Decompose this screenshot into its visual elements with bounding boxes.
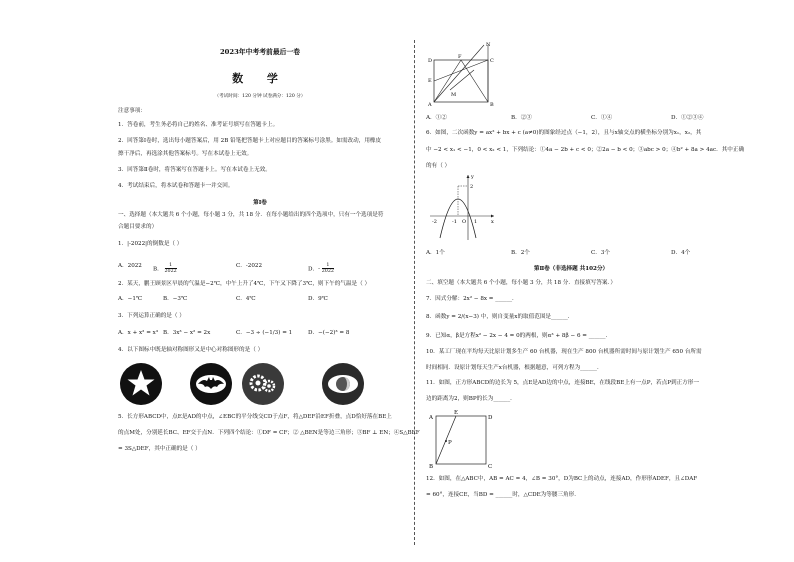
fig6-label: x [491,219,494,225]
q1-option-a: A．2022 [118,263,142,269]
fig6-label: -1 [452,219,457,225]
q5-option-a: A．①② [426,115,447,121]
q12-line: = 60°，连接CE，当BD = ______时，△CDE为等腰三角形． [426,492,580,498]
q2-stem: 2．某天，鹏王顾景区早晨的气温是−2℃，中午上升了4℃，下午又下降了3℃，则下午的气温是（ ） [118,281,371,287]
bat-icon [190,363,232,405]
q1-b-label: B． [153,266,163,273]
fig11-label: C [488,464,493,470]
gears-icon [242,363,284,405]
part2-heading: 第Ⅱ卷（非选择题 共102分） [533,266,609,272]
fig6-label: -2 [432,219,437,225]
fig5-label: A [428,102,432,108]
q1-d-label: D．- [308,266,320,273]
figure-q6-parabola [428,172,498,242]
note-item: 1．答卷前，考生务必将自己的姓名、准考证号填写在答题卡上。 [118,122,279,128]
q2-option-c: C．4℃ [236,296,256,302]
q1-option-d [308,263,334,275]
figure-q5 [426,40,496,108]
part1-instruction: 一、选择题（本大题共 6 个小题，每小题 3 分，共 18 分．在每小题给出的四个选项中，只有一个选项是符 [118,212,384,218]
q8: 8．函数y = 2/(x−3) 中，则自变量x的取值范围是______． [426,314,574,320]
fig6-label: 1 [474,219,478,225]
fig5-label: M [451,92,457,98]
column-divider [414,40,415,545]
fig11-square [436,416,486,464]
fig11-label: P [448,440,452,446]
fig6-label: y [471,174,474,180]
fig5-label: N [486,42,491,48]
right-column [426,0,745,562]
fig11-label: B [429,464,434,470]
q1-b-fraction [165,263,177,275]
q6-option-d: D．4个 [671,250,691,256]
q5-line: 的点M处，分别延长BC、EF交于点N．下列四个结论：①DF = CF；② △BEN是等边三角形；③BF ⊥ EN；④S△BEF [118,430,420,436]
q4-stem: 4．以下图标中既是轴对称图形又是中心对称图形的是（ ） [118,347,264,353]
q12-line: 12．如图，在△ABC中，AB = AC = 4，∠B = 30°，D为BC上的动点，连接AD，作形形ADEF，且∠DAF [426,476,698,482]
q5-option-b: B．②③ [511,115,532,121]
q3-option-a: A．x + x² = x³ [118,330,159,336]
q2-option-b: B．−3℃ [163,296,188,302]
q1-d-numerator: 1 [322,263,334,269]
q11-line: 11．如图，正方形ABCD的边长为 5，点E是AD边的中点，连接BE，在线段BE上有一点P，若点P到正方形一 [426,380,699,386]
q10-line: 时间相同．设原计划每天生产x台机器，根据题意，可列方程为______． [426,365,603,371]
part1-heading: 第Ⅰ卷 [253,200,267,206]
q10-line: 10．某工厂现在平均每天比原计划多生产 60 台机器，现在生产 800 台机器所需时间与原计划生产 650 台所需 [426,349,702,355]
fig5-label: F [458,54,462,60]
note-item: 3．回答第Ⅱ卷时，将答案写在答题卡上。写在本试卷上无效。 [118,167,271,173]
q11-line: 边的距离为2，则BP的长为______． [426,396,516,402]
q5-line: 5．长方形ABCD中，点E是AD的中点，∠EBC的平分线交CD于点F，将△DEF沿EF折叠，点D恰好落在BE上 [118,414,392,420]
star-icon [120,363,162,405]
notes-heading: 注意事项： [118,108,146,114]
q6-option-c: C．3个 [591,250,611,256]
note-item: 4．考试结束后，将本试卷和答题卡一并交回。 [118,183,234,189]
q6-line: 的有（ ） [426,163,451,169]
q7: 7．因式分解：2x² − 8x = ______． [426,296,518,302]
q2-option-d: D．9℃ [308,296,328,302]
left-column [118,0,420,562]
q1-option-b [153,263,177,275]
q6-line: 中 −2 < x₁ < −1，0 < x₂ < 1，下列结论：①4a − 2b + c < 0；②2a − b < 0；③abc > 0；④b² + 8a > 4ac．其中正确 [426,147,745,153]
note-item: 擦干净后，再选涂其他答案标号。写在本试卷上无效。 [118,151,253,157]
fig5-label: D [428,58,433,64]
q6-option-a: A．1个 [426,250,445,256]
exam-meta: （考试时间：120 分钟 试卷满分：120 分） [214,94,306,99]
q1-d-fraction [322,263,334,275]
q1-option-c: C．-2022 [236,263,262,269]
fig5-label: C [490,58,494,64]
figure-q11-square [426,408,496,470]
q2-option-a: A．−1℃ [118,296,143,302]
q3-option-d: D．−(−2)³ = 8 [308,330,350,336]
q3-option-c: C．−3 ÷ (−1/3) = 1 [236,330,293,336]
fig6-label: O [462,219,467,225]
q1-d-denominator: 2022 [321,269,334,275]
q5-option-d: D．①②③④ [671,115,704,121]
q9: 9．已知α，β是方程x² − 2x − 4 = 0的两根，则α³ + 8β − 6 = ______． [426,333,612,339]
fig5-label: E [428,78,432,84]
q1-stem: 1．|-2022|的倒数是（ ） [118,241,183,247]
q3-stem: 3．下列运算正确的是（ ） [118,313,185,319]
fig6-label: 2 [470,184,474,190]
fig11-label: D [488,415,493,421]
q6-option-b: B．2个 [511,250,530,256]
q6-line: 6．如图，二次函数y = ax² + bx + c (a≠0)的图象经过点（−1，2），且与x轴交点的横坐标分别为x₁，x₂，其 [426,130,702,136]
eye-icon [322,363,364,405]
exam-title: 2023年中考考前最后一卷 [219,48,301,56]
q5-option-c: C．①④ [591,115,613,121]
fig11-label: E [454,410,459,416]
subject-title: 数 学 [232,72,288,85]
note-item: 2．回答第Ⅰ卷时，选出每小题答案后，用 2B 铅笔把答题卡上对应题目的答案标号涂黑。如需改动，用橡皮 [118,138,382,144]
q1-b-denominator: 2022 [164,269,177,275]
part1-instruction: 合题目要求的） [118,224,158,230]
part2-instruction: 二、填空题（本大题共 6 个小题，每小题 3 分，共 18 分．直接填写答案．） [426,280,616,286]
q5-line: = 3S△DEF，其中正确的是（ ） [118,446,201,452]
fig5-label: B [490,102,494,108]
q3-option-b: B．3x³ − x² = 2x [163,330,211,336]
q1-b-numerator: 1 [165,263,177,269]
fig11-label: A [429,415,433,421]
